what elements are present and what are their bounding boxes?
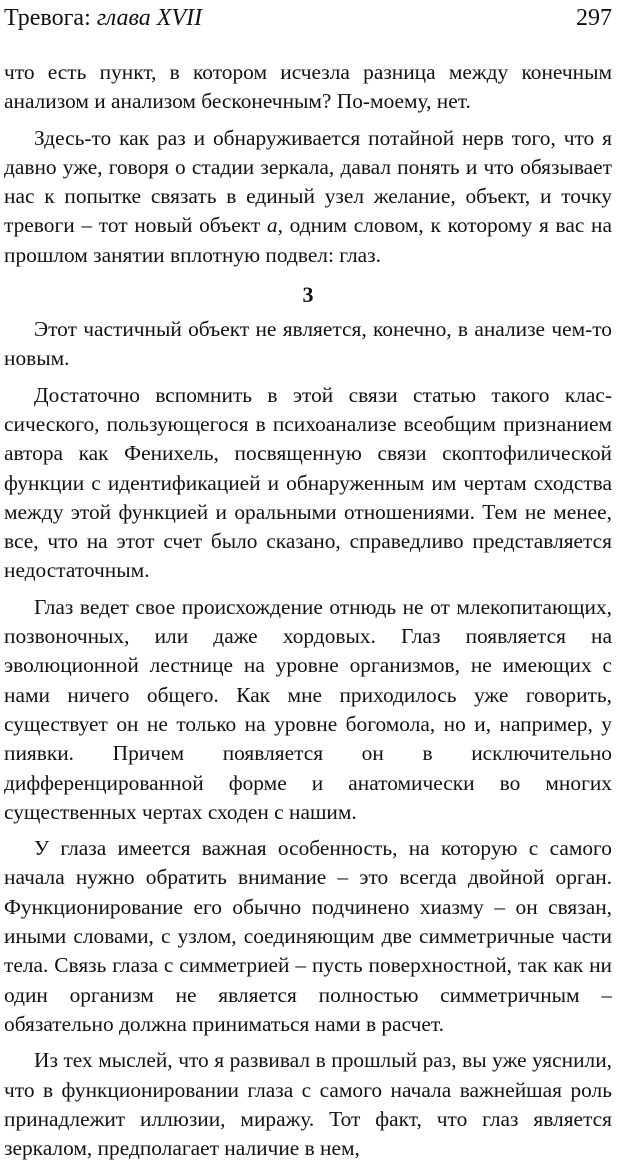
page-number: 297 — [576, 5, 612, 31]
paragraph-2-end: , одним словом, к которому я вас на прошлом занятии вплотную подвел: глаз. — [4, 213, 612, 267]
running-title-chapter: глава XVII — [96, 5, 203, 31]
paragraph-3: Этот частичный объект не является, конечно, в анализе чем-то новым. — [4, 317, 612, 371]
paragraph-4: Достаточно вспомнить в этой связи статью такого классического, пользующегося в психоанализе всеобщим признанием автора как Фенихель, посвященную связи скоптофилической функции с идентификацией и обнаруженным им чертам сходства между этой функцией и оральными отношениями. Тем не менее, все, что на этот счет было сказано, справедливо представляется недостаточным. — [4, 382, 612, 583]
paragraph-6: У глаза имеется важная особенность, на которую с самого начала нужно обратить внимание – это всегда двойной орган. Функционирование его обычно подчинено хиазму – он связан, иными словами, с узлом, соединяющим две симметричные части тела. Связь глаза с симметрией – пусть поверхностной, так как ни один организм не является полностью симметричным – обязательно должна приниматься нами в расчет. — [4, 836, 612, 1036]
running-title — [4, 2, 202, 34]
body-text — [4, 58, 612, 1170]
section-number: 3 — [302, 282, 314, 308]
paragraph-2-start: Здесь-то как раз и обнаруживается потайной нерв того, что я давно уже, говоря о стадии зеркала, давал понять и что обязывает нас к попытке связать в единый узел желание, объект, и точку тревоги – тот новый объект — [4, 125, 612, 238]
paragraph-5: Глаз ведет свое происхождение отнюдь не от млекопитающих, позвоночных, или даже хордовых. Глаз появляется на эволюционной лестнице на уровне организмов, не имеющих с нами ничего общего. Как мне приходилось уже говорить, существует он не только на уровне богомола, но и, например, у пиявки. Причем появляется он в исключительно дифференцированной форме и анатомически во многих существенных чертах сходен с нашим. — [4, 594, 612, 824]
objet-a-italic: а — [266, 213, 278, 238]
paragraph-7: Из тех мыслей, что я развивал в прошлый раз, вы уже уяснили, что в функционировании глаза с самого начала важнейшая роль принадлежит иллюзии, миражу. Тот факт, что глаз является зеркалом, предполагает наличие в нем, — [4, 1048, 612, 1161]
running-title-main: Тревога: — [4, 5, 91, 31]
running-head — [4, 2, 612, 34]
paragraph-1: что есть пункт, в котором исчезла разница между конечным анализом и анализом бесконечным? По-моему, нет. — [4, 60, 612, 114]
paragraph-2 — [4, 124, 612, 270]
